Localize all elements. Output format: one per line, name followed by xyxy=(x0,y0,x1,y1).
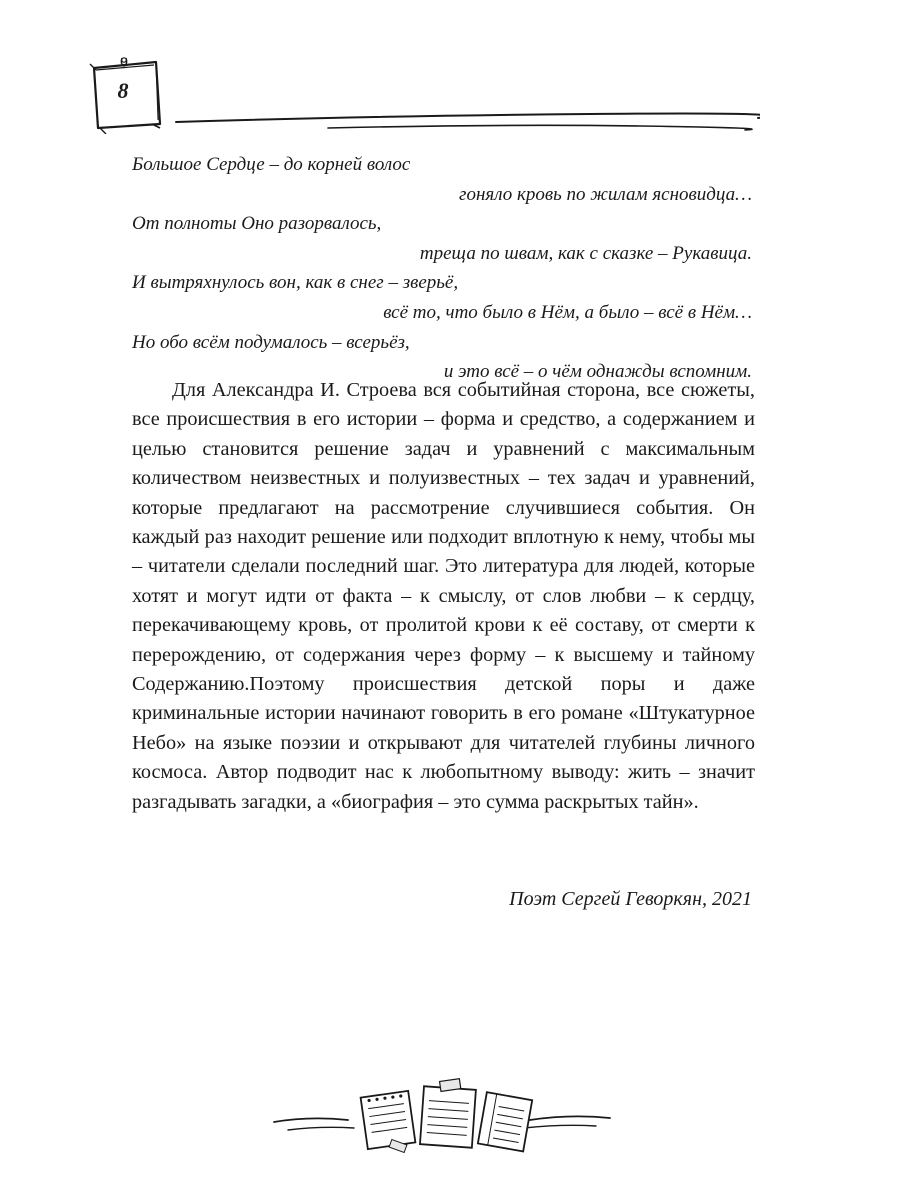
page-header xyxy=(0,0,900,140)
author-attribution: Поэт Сергей Геворкян, 2021 xyxy=(509,888,752,910)
footer-notes-ornament xyxy=(270,1070,630,1160)
poem-line: треща по швам, как с сказке – Рукавица. xyxy=(419,242,752,264)
poem-line: Но обо всём подумалось – всерьёз, xyxy=(132,331,410,353)
poem-line: Большое Сердце – до корней волос xyxy=(132,154,411,175)
essay-paragraph: Для Александра И. Строева вся событийная сторона, все сюжеты, все происшествия в его истории – форма и средство, а содержанием и целью становится решение задач и уравнений с максимальным количеством неизвестных и полуизвестных – тех задач и уравнений, которые предлагают на рассмотрение случившиеся события. Он каждый раз находит решение или подходит вплотную к нему, чтобы мы – читатели сделали последний шаг. Это литература для людей, которые хотят и могут идти от факта – к смыслу, от слов любви – к сердцу, перекачивающему кровь, от пролитой крови к её составу, от смерти к перерождению, от содержания через форму – к высшему и тайному Содержанию.Поэтому происшествия детской поры и даже криминальные истории начинают говорить в его романе «Штукатурное Небо» на языке поэзии и открывают для читателей глубины личного космоса. Автор подводит нас к любопытному выводу: жить – значит разгадывать загадки, а «биография – это сумма раскрытых тайн». xyxy=(132,379,755,813)
poem-line: И вытряхнулось вон, как в снег – зверьё, xyxy=(132,272,459,294)
poem-line: От полноты Оно разорвалось, xyxy=(132,213,382,235)
poem-line: гоняло кровь по жилам ясновидца… xyxy=(459,183,752,205)
page-number: 8 xyxy=(117,78,129,103)
poem-line: и это всё – о чём однажды вспомним. xyxy=(443,361,752,383)
poem-epigraph xyxy=(132,150,752,387)
header-decorative-lines xyxy=(170,108,760,138)
poem-line: всё то, что было в Нём, а было – всё в Нём… xyxy=(383,301,752,323)
